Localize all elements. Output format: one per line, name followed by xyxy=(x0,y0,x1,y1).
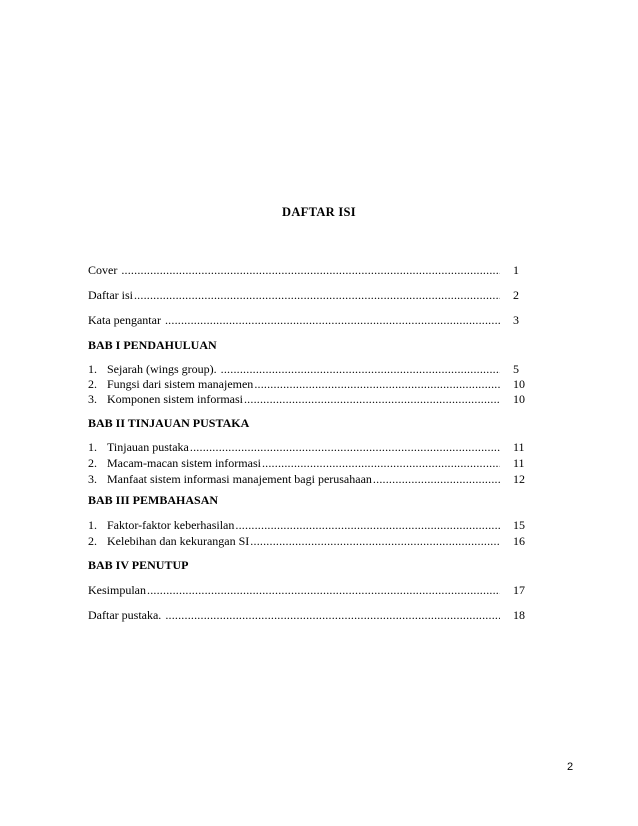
toc-entry-label: Macam-macan sistem informasi xyxy=(107,456,261,470)
toc-entry-number: 1. xyxy=(88,362,97,376)
toc-entry-cover[interactable] xyxy=(88,262,530,278)
toc-entry-number: 2. xyxy=(88,534,97,548)
toc-entry-label: Faktor-faktor keberhasilan xyxy=(107,518,235,532)
toc-page-number: 10 xyxy=(513,392,525,406)
toc-entry-label: Kelebihan dan kekurangan SI xyxy=(107,534,250,548)
toc-entry-number: 1. xyxy=(88,518,97,532)
toc-entry-number: 3. xyxy=(88,472,97,486)
toc-entry-number: 3. xyxy=(88,392,97,406)
chapter-heading-bab-3: BAB III PEMBAHASAN xyxy=(88,493,219,507)
toc-entry-label: Tinjauan pustaka xyxy=(107,440,189,454)
toc-page-number: 1 xyxy=(513,263,519,277)
toc-page-number: 15 xyxy=(513,518,525,532)
chapter-heading-bab-1: BAB I PENDAHULUAN xyxy=(88,338,217,352)
toc-entry[interactable] xyxy=(88,439,530,455)
toc-entry-label: Kesimpulan xyxy=(88,583,146,597)
toc-entry-label: Cover xyxy=(88,263,121,277)
toc-entry[interactable] xyxy=(88,471,530,487)
chapter-heading-bab-2: BAB II TINJAUAN PUSTAKA xyxy=(88,416,250,430)
toc-page-number: 10 xyxy=(513,377,525,391)
toc-entry-daftar-isi[interactable] xyxy=(88,287,530,303)
toc-entry-label: Fungsi dari sistem manajemen xyxy=(107,377,254,391)
toc-entry-number: 2. xyxy=(88,377,97,391)
toc-entry[interactable] xyxy=(88,533,530,549)
toc-entry[interactable] xyxy=(88,455,530,471)
footer-page-number: 2 xyxy=(567,761,574,773)
toc-entry-label: Daftar pustaka. xyxy=(88,608,165,622)
toc-entry-number: 2. xyxy=(88,456,97,470)
toc-page-number: 16 xyxy=(513,534,525,548)
toc-entry[interactable] xyxy=(88,517,530,533)
chapter-heading-bab-4: BAB IV PENUTUP xyxy=(88,558,189,572)
toc-entry[interactable] xyxy=(88,376,530,392)
toc-entry-daftar-pustaka[interactable] xyxy=(88,607,530,623)
page-title: DAFTAR ISI xyxy=(282,205,356,219)
toc-entry[interactable] xyxy=(88,391,530,407)
toc-page-number: 5 xyxy=(513,362,519,376)
toc-entry-label: Kata pengantar xyxy=(88,313,164,327)
toc-page-number: 17 xyxy=(513,583,525,597)
toc-page-number: 2 xyxy=(513,288,519,302)
toc-page-number: 11 xyxy=(513,440,525,454)
toc-page-number: 11 xyxy=(513,456,525,470)
toc-entry-label: Daftar isi xyxy=(88,288,133,302)
toc-page-number: 12 xyxy=(513,472,525,486)
toc-page-number: 3 xyxy=(513,313,519,327)
toc-entry-number: 1. xyxy=(88,440,97,454)
toc-page-number: 18 xyxy=(513,608,525,622)
toc-entry-label: Komponen sistem informasi xyxy=(107,392,243,406)
toc-entry[interactable] xyxy=(88,361,530,377)
toc-entry-label: Manfaat sistem informasi manajement bagi perusahaan xyxy=(107,472,372,486)
toc-entry-kesimpulan[interactable] xyxy=(88,582,530,598)
toc-entry-kata-pengantar[interactable] xyxy=(88,312,530,328)
toc-entry-label: Sejarah (wings group). xyxy=(107,362,220,376)
